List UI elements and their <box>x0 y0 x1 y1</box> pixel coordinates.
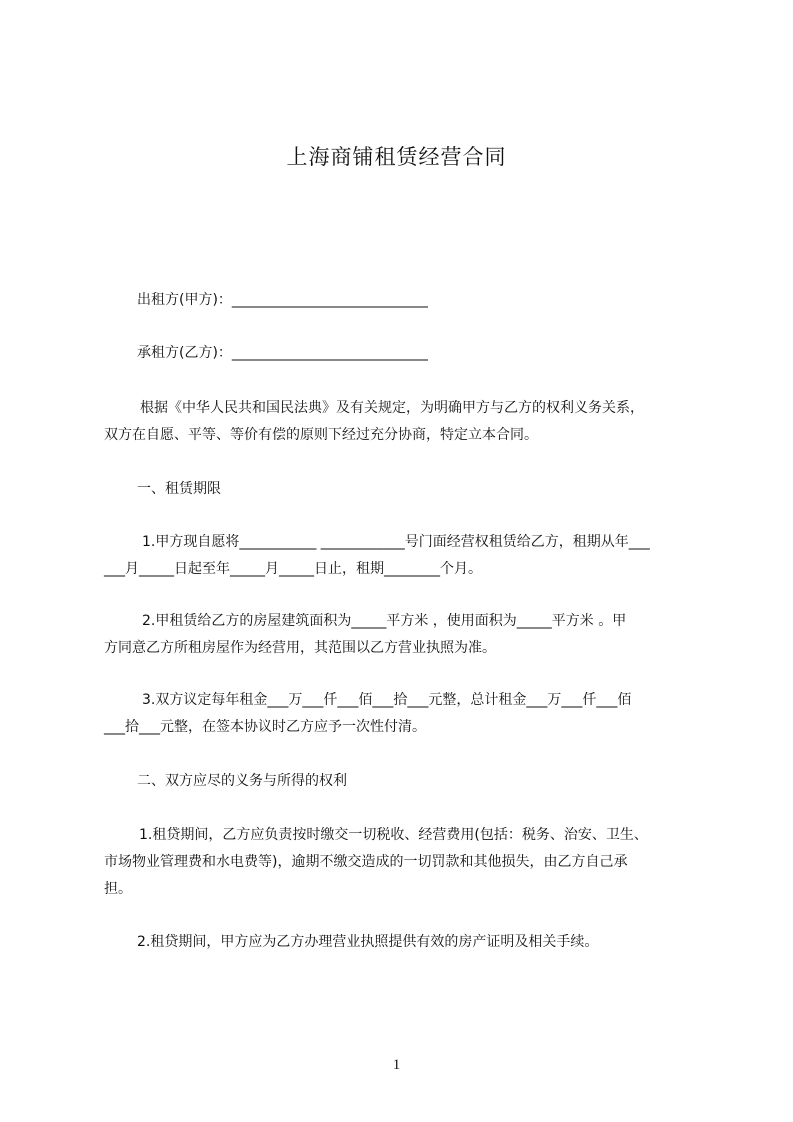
clause-line: ___拾___元整，在签本协议时乙方应予一次性付清。 <box>104 719 426 735</box>
clause-line: 1.租贷期间，乙方应负责按时缴交一切税收、经营费用(包括：税务、治安、卫生、 <box>139 827 648 843</box>
clause-line: 2.甲租赁给乙方的房屋建筑面积为_____平方米 ，使用面积为_____平方米 。甲 <box>142 613 627 629</box>
clause-line: 2.租贷期间，甲方应为乙方办理营业执照提供有效的房产证明及相关手续。 <box>137 934 599 950</box>
clause-line: 担。 <box>104 881 132 897</box>
preamble-line: 双方在自愿、平等、等价有偿的原则下经过充分协商，特定立本合同。 <box>104 427 538 443</box>
section-heading-obligations: 二、双方应尽的义务与所得的权利 <box>137 773 347 789</box>
preamble-line: 根据《中华人民共和国民法典》及有关规定，为明确甲方与乙方的权利义务关系， <box>140 400 644 416</box>
clause-line: 市场物业管理费和水电费等)，逾期不缴交造成的一切罚款和其他损失，由乙方自己承 <box>104 854 628 870</box>
clause-line: ___月_____日起至年_____月_____日止，租期________个月。 <box>104 561 482 577</box>
document-title: 上海商铺租赁经营合同 <box>286 145 507 169</box>
clause-line: 1.甲方现自愿将___________ ____________号门面经营权租赁给乙方，租期从年___ <box>142 534 650 550</box>
section-heading-lease-term: 一、租赁期限 <box>137 481 221 497</box>
page-number: 1 <box>392 1057 401 1073</box>
party-a-line: 出租方(甲方)：____________________________ <box>137 292 428 308</box>
party-b-line: 承租方(乙方)：____________________________ <box>137 345 428 361</box>
clause-line: 方同意乙方所租房屋作为经营用，其范围以乙方营业执照为准。 <box>104 640 496 656</box>
clause-line: 3.双方议定每年租金___万___仟___佰___拾___元整，总计租金___万___仟___佰 <box>142 692 632 708</box>
